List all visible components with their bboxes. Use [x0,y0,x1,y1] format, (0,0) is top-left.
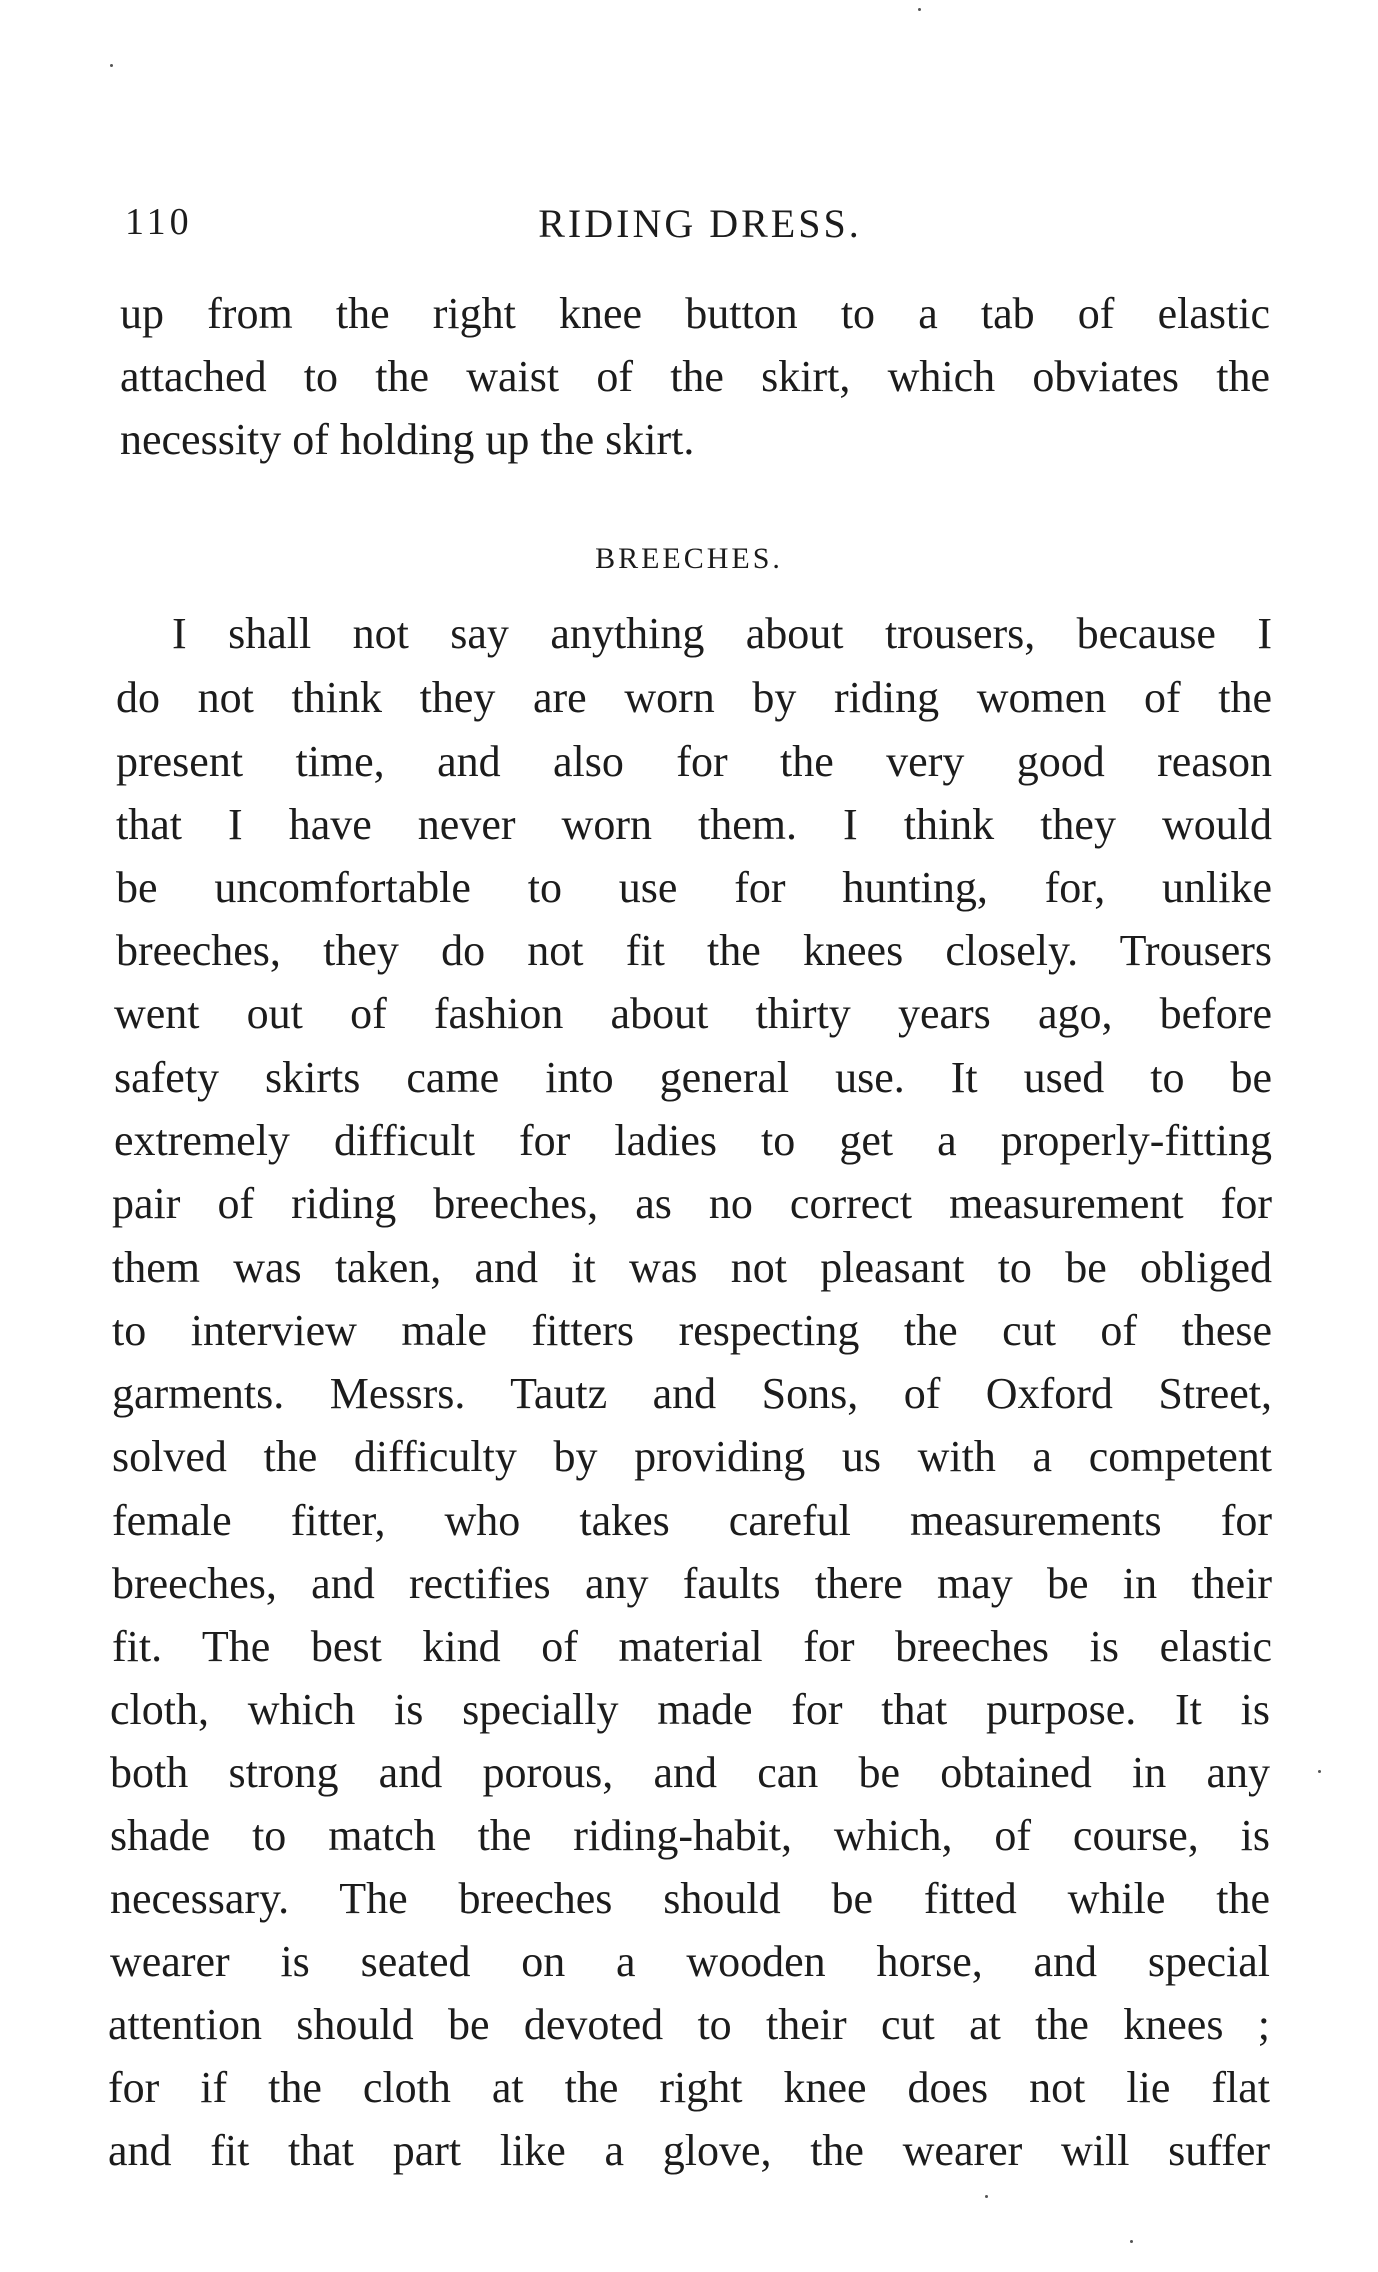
text-line: do not think they are worn by riding women of the [116,673,1272,722]
text-line: female fitter, who takes careful measurements for [112,1496,1272,1545]
text-line: garments. Messrs. Tautz and Sons, of Oxford Street, [112,1369,1272,1418]
running-title: RIDING DRESS. [538,201,862,246]
text-line: to interview male fitters respecting the cut of these [112,1306,1272,1355]
text-line: breeches, and rectifies any faults there may be in their [112,1559,1272,1608]
text-line: attention should be devoted to their cut at the knees ; [108,2000,1270,2049]
text-line: present time, and also for the very good reason [116,737,1272,786]
scan-speck [1130,2240,1133,2243]
scan-speck [985,2195,988,2198]
scan-speck [918,8,921,11]
text-line: breeches, they do not fit the knees closely. Trousers [116,926,1272,975]
text-line: both strong and porous, and can be obtained in any [110,1748,1270,1797]
scan-speck [1318,1770,1321,1773]
text-line: necessity of holding up the skirt. [120,415,695,464]
text-line: went out of fashion about thirty years ago, before [114,989,1272,1038]
text-line: up from the right knee button to a tab of elastic [120,289,1270,338]
text-line: pair of riding breeches, as no correct measurement for [112,1179,1272,1228]
scan-speck [110,64,113,67]
page-number: 110 [125,201,193,243]
text-line: for if the cloth at the right knee does not lie flat [108,2063,1270,2112]
text-line: attached to the waist of the skirt, which obviates the [120,352,1270,401]
text-line: extremely difficult for ladies to get a properly-fitting [114,1116,1272,1165]
text-line: them was taken, and it was not pleasant to be obliged [112,1243,1272,1292]
text-line: be uncomfortable to use for hunting, for, unlike [116,863,1272,912]
text-line: and fit that part like a glove, the wearer will suffer [108,2126,1270,2175]
page-header [125,200,1275,260]
text-line: I shall not say anything about trousers, because I [172,609,1272,658]
text-line: that I have never worn them. I think they would [116,800,1272,849]
text-line: fit. The best kind of material for breeches is elastic [112,1622,1272,1671]
section-heading: BREECHES. [595,542,783,575]
text-line: necessary. The breeches should be fitted while the [110,1874,1270,1923]
text-line: safety skirts came into general use. It used to be [114,1053,1272,1102]
text-line: wearer is seated on a wooden horse, and special [110,1937,1270,1986]
text-line: shade to match the riding-habit, which, of course, is [110,1811,1270,1860]
text-line: cloth, which is specially made for that purpose. It is [110,1685,1270,1734]
text-line: solved the difficulty by providing us with a competent [112,1432,1272,1481]
